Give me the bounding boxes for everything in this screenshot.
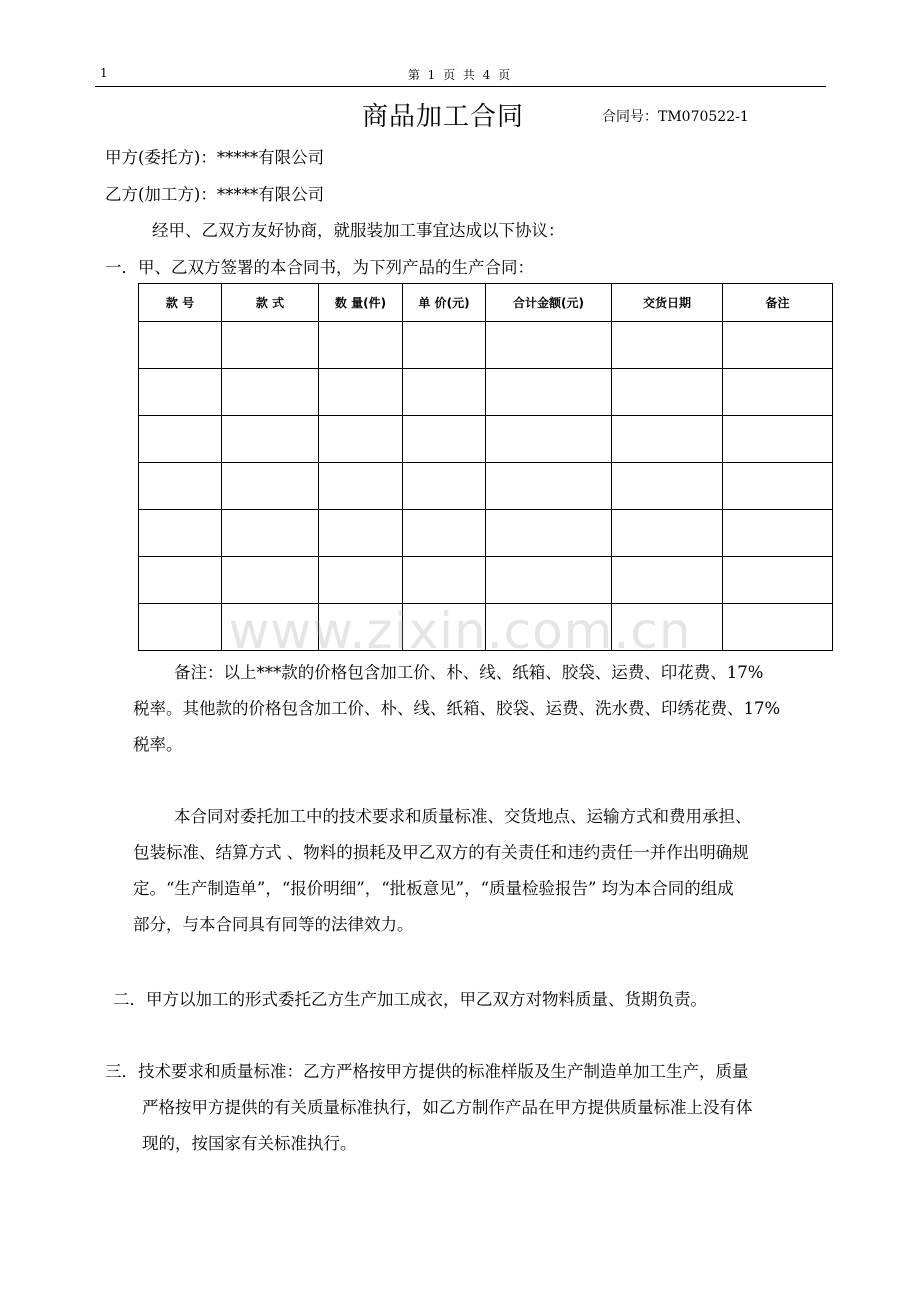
table-cell [612, 463, 723, 510]
scope-para-line-3: 定。“生产制造单”，“报价明细”，“批板意见”，“质量检验报告” 均为本合同的组成 [133, 879, 734, 898]
intro-text: 经甲、乙双方友好协商，就服装加工事宜达成以下协议： [152, 221, 565, 240]
table-cell [486, 463, 612, 510]
clause-1-title: 一．甲、乙双方签署的本合同书，为下列产品的生产合同： [105, 258, 534, 277]
table-cell [139, 463, 222, 510]
table-cell [139, 557, 222, 604]
table-cell [723, 322, 833, 369]
table-cell [222, 369, 319, 416]
col-header-style-no: 款 号 [139, 284, 222, 322]
header-rule [95, 86, 826, 87]
table-cell [403, 322, 486, 369]
table-cell [139, 510, 222, 557]
table-cell [222, 463, 319, 510]
watermark: www.zixin.com.cn [228, 602, 692, 660]
page-indicator: 第 1 页 共 4 页 [407, 68, 513, 82]
col-header-style: 款 式 [222, 284, 319, 322]
table-cell [319, 463, 403, 510]
table-cell [222, 557, 319, 604]
table-cell [486, 322, 612, 369]
table-cell [486, 557, 612, 604]
table-cell [319, 322, 403, 369]
note-line-3: 税率。 [133, 735, 183, 754]
party-b: 乙方(加工方)：*****有限公司 [105, 185, 325, 204]
document-title: 商品加工合同 [362, 102, 525, 132]
clause-2: 二．甲方以加工的形式委托乙方生产加工成衣，甲乙双方对物料质量、货期负责。 [113, 990, 707, 1009]
clause-3-line-2: 严格按甲方提供的有关质量标准执行，如乙方制作产品在甲方提供质量标准上没有体 [142, 1098, 753, 1117]
table-cell [319, 416, 403, 463]
table-cell [723, 510, 833, 557]
note-line-2: 税率。其他款的价格包含加工价、朴、线、纸箱、胶袋、运费、洗水费、印绣花费、17% [133, 699, 781, 718]
product-table [138, 283, 833, 651]
scope-para-line-2: 包装标准、结算方式 、物料的损耗及甲乙双方的有关责任和违约责任一并作出明确规 [133, 843, 749, 862]
table-cell [139, 369, 222, 416]
col-header-quantity: 数 量(件) [319, 284, 403, 322]
table-row [139, 416, 833, 463]
table-cell [403, 557, 486, 604]
table-cell [486, 369, 612, 416]
table-cell [403, 416, 486, 463]
table-cell [222, 322, 319, 369]
table-cell [612, 322, 723, 369]
party-a: 甲方(委托方)：*****有限公司 [105, 148, 325, 167]
table-cell [486, 416, 612, 463]
table-row [139, 322, 833, 369]
table-cell [723, 416, 833, 463]
col-header-delivery-date: 交货日期 [612, 284, 723, 322]
col-header-unit-price: 单 价(元) [403, 284, 486, 322]
scope-para-line-4: 部分，与本合同具有同等的法律效力。 [133, 915, 414, 934]
table-cell [319, 510, 403, 557]
table-header-row [139, 284, 833, 322]
table-cell [403, 369, 486, 416]
table-cell [222, 510, 319, 557]
table-row [139, 510, 833, 557]
page-number-left: 1 [100, 66, 108, 80]
table-cell [723, 463, 833, 510]
col-header-total-amount: 合计金额(元) [486, 284, 612, 322]
table-row [139, 369, 833, 416]
table-cell [403, 463, 486, 510]
col-header-remarks: 备注 [723, 284, 833, 322]
table-cell [139, 416, 222, 463]
note-line-1: 备注：以上***款的价格包含加工价、朴、线、纸箱、胶袋、运费、印花费、17% [174, 663, 764, 682]
table-cell [139, 322, 222, 369]
table-cell [612, 510, 723, 557]
table-cell [612, 416, 723, 463]
scope-para-line-1: 本合同对委托加工中的技术要求和质量标准、交货地点、运输方式和费用承担、 [174, 807, 752, 826]
table-cell [723, 369, 833, 416]
table-row [139, 463, 833, 510]
clause-3-line-3: 现的，按国家有关标准执行。 [142, 1134, 357, 1153]
table-cell [723, 557, 833, 604]
clause-3-line-1: 三．技术要求和质量标准：乙方严格按甲方提供的标准样版及生产制造单加工生产，质量 [105, 1062, 749, 1081]
table-cell [612, 369, 723, 416]
table-row [139, 557, 833, 604]
table-cell [403, 510, 486, 557]
table-cell [486, 510, 612, 557]
table-cell [319, 369, 403, 416]
table-cell [222, 416, 319, 463]
table-cell [612, 557, 723, 604]
table-cell [319, 557, 403, 604]
contract-number: 合同号：TM070522-1 [602, 109, 749, 125]
